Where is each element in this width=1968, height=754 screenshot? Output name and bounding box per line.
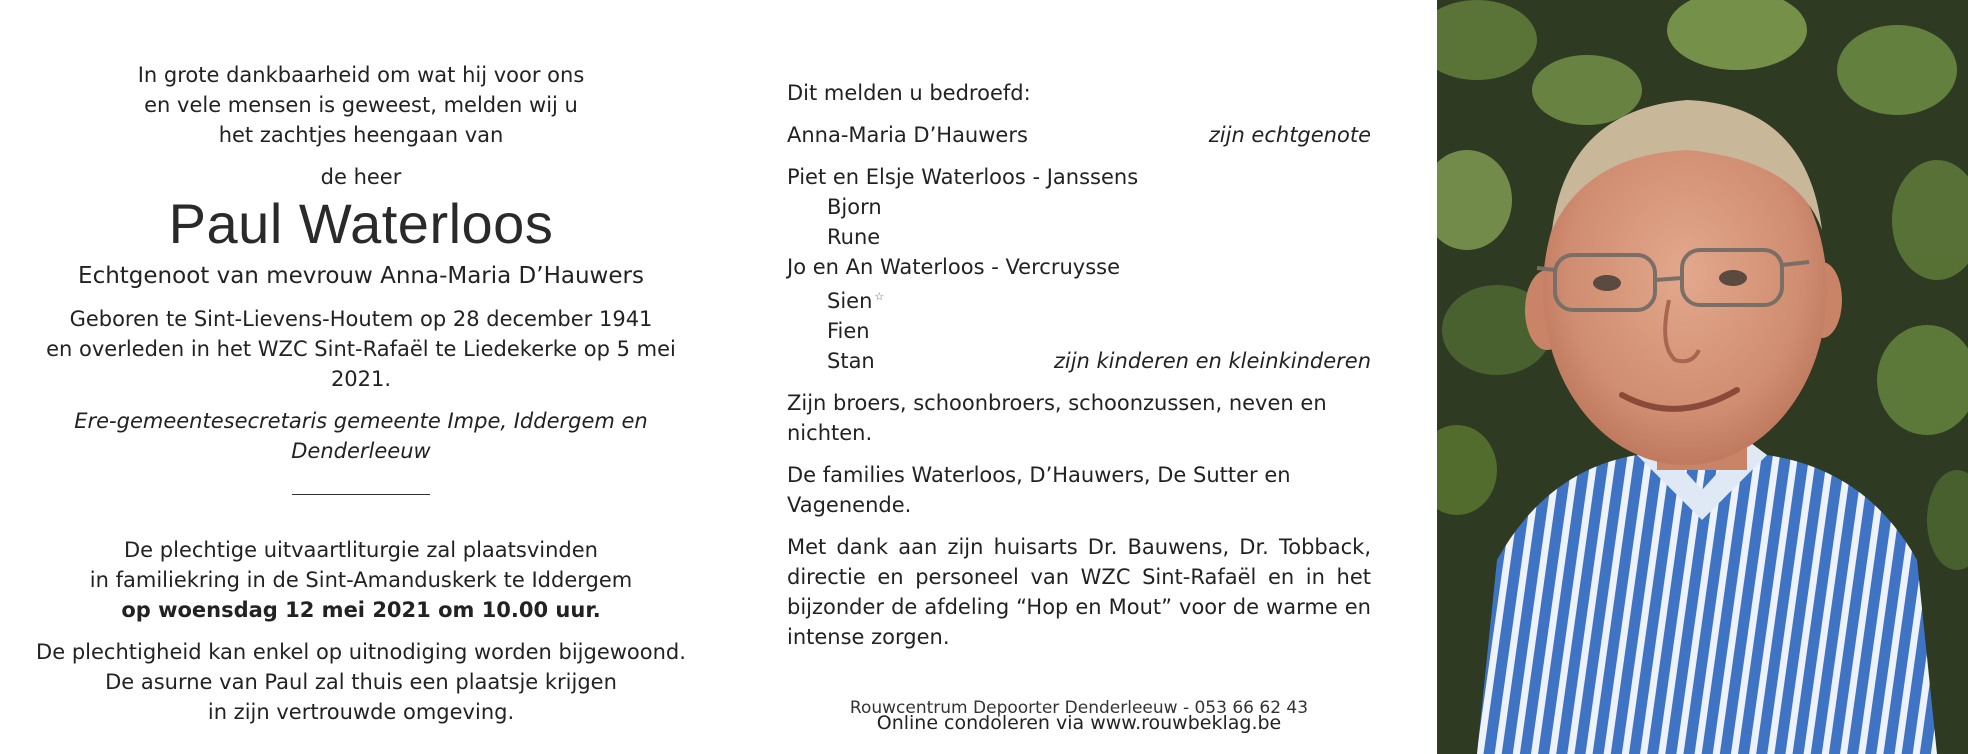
spouse-row <box>787 120 1371 150</box>
star-icon: ☆ <box>874 290 885 303</box>
announce-line: Dit melden u bedroefd: <box>787 81 1031 105</box>
intro-line: het zachtjes heengaan van <box>218 123 504 147</box>
grandchild-row <box>787 282 1371 316</box>
family-name: Jo en An Waterloos - Vercruysse <box>787 255 1120 279</box>
family-name: Piet en Elsje Waterloos - Janssens <box>787 165 1139 189</box>
children-role: zijn kinderen en kleinkinderen <box>1053 349 1371 373</box>
function-line: Ere-gemeentesecretaris gemeente Impe, Iddergem en Denderleeuw <box>74 409 648 463</box>
deceased-name: Paul Waterloos <box>168 192 554 255</box>
honorific: de heer <box>320 165 402 189</box>
relatives-line: Zijn broers, schoonbroers, schoonzussen, neven en nichten. <box>787 391 1327 445</box>
thanks-paragraph: Met dank aan zijn huisarts Dr. Bauwens, Dr. Tobback, directie en personeel van WZC Sint-Rafaël en in het bijzonder de afdeling “Hop en Mout” voor de warme en intense zorgen. <box>787 535 1371 649</box>
divider <box>292 494 430 495</box>
death-line: en overleden in het WZC Sint-Rafaël te Liedekerke op 5 mei 2021. <box>46 337 676 391</box>
family-column <box>787 78 1371 738</box>
children-row <box>787 346 1371 376</box>
service-line: De plechtige uitvaartliturgie zal plaatsvinden <box>124 538 598 562</box>
note-line: in zijn vertrouwde omgeving. <box>207 700 515 724</box>
announcement-column <box>30 60 692 727</box>
grandchild-name: Bjorn <box>827 195 882 219</box>
spouse-line: Echtgenoot van mevrouw Anna-Maria D’Hauwers <box>78 263 644 289</box>
spouse-name: Anna-Maria D’Hauwers <box>787 123 1028 147</box>
portrait-photo <box>1437 0 1968 754</box>
grandchild-name: Sien <box>827 289 873 313</box>
families-line: De families Waterloos, D’Hauwers, De Sutter en Vagenende. <box>787 463 1291 517</box>
funeral-home-footer: Rouwcentrum Depoorter Denderleeuw - 053 66 62 43 <box>849 698 1309 718</box>
note-line: De plechtigheid kan enkel op uitnodiging worden bijgewoond. <box>36 640 686 664</box>
service-date: op woensdag 12 mei 2021 om 10.00 uur. <box>121 598 601 622</box>
grandchild-name: Rune <box>827 225 881 249</box>
grandchild-name: Fien <box>827 319 870 343</box>
spouse-role: zijn echtgenote <box>1208 123 1371 147</box>
service-line: in familiekring in de Sint-Amanduskerk te Iddergem <box>89 568 633 592</box>
grandchild-name: Stan <box>827 349 875 373</box>
note-line: De asurne van Paul zal thuis een plaatsje krijgen <box>105 670 617 694</box>
birth-line: Geboren te Sint-Lievens-Houtem op 28 december 1941 <box>69 307 653 331</box>
online-condolences: Online condoleren via www.rouwbeklag.be <box>876 712 1282 734</box>
intro-line: en vele mensen is geweest, melden wij u <box>144 93 578 117</box>
intro-line: In grote dankbaarheid om wat hij voor ons <box>137 63 585 87</box>
